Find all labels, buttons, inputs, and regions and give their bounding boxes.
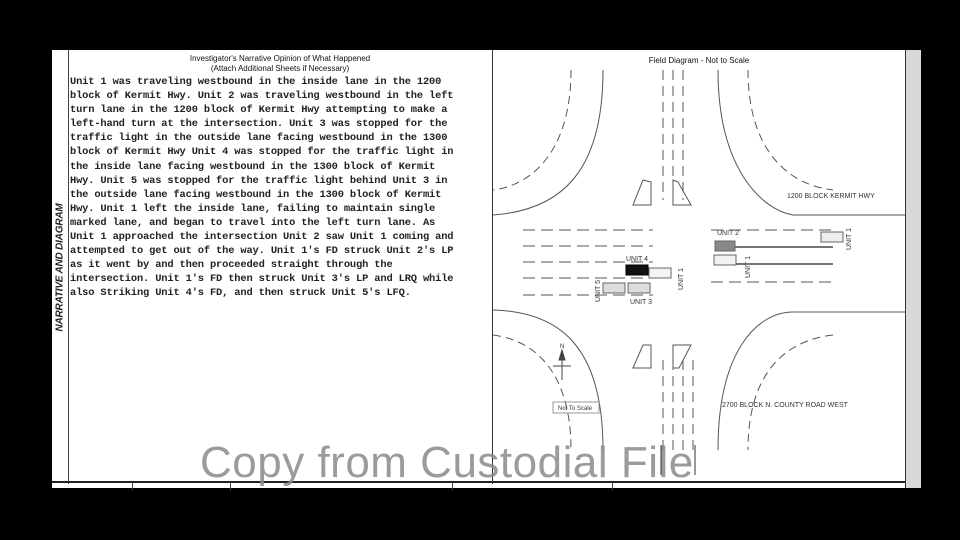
diagram-panel <box>493 50 905 484</box>
unit-5-label: UNIT 5 <box>595 279 602 302</box>
narrative-line: as it went by and then proceeded straight through the <box>70 259 393 272</box>
narrative-line: block of Kermit Hwy. Unit 2 was traveling westbound in the left <box>70 90 454 103</box>
narrative-line: Unit 1 approached the intersection Unit 2 saw Unit 1 coming and <box>70 231 454 244</box>
narrative-line: Hwy. Unit 5 was stopped for the traffic light behind Unit 3 in <box>70 174 448 187</box>
road-edges <box>493 70 905 450</box>
narrative-line: turn lane in the 1200 block of Kermit Hwy attempting to make a <box>70 104 448 117</box>
road-label-east: 1200 BLOCK KERMIT HWY <box>787 193 875 200</box>
narrative-line: block of Kermit Hwy Unit 4 was stopped for the traffic light in <box>70 146 454 159</box>
unit-1-vehicle <box>821 232 843 242</box>
unit-1-label-c: UNIT 1 <box>678 267 685 290</box>
unit-1-vehicle-2 <box>714 255 736 265</box>
narrative-line: Hwy. Unit 1 left the inside lane, failing to maintain single <box>70 202 436 215</box>
narrative-line: Unit 1 was traveling westbound in the inside lane in the 1200 <box>70 76 442 88</box>
unit-1-label-b: UNIT 1 <box>745 255 752 278</box>
unit-2-vehicle <box>715 241 735 251</box>
unit-1-vehicle-3 <box>649 268 671 278</box>
narrative-line: left-hand turn at the intersection. Unit 3 was stopped for the <box>70 118 448 131</box>
not-to-scale-label: Not To Scale <box>558 406 592 412</box>
page-edge <box>905 50 921 488</box>
diagram-title: Field Diagram - Not to Scale <box>648 56 750 65</box>
unit-2-label: UNIT 2 <box>717 230 740 237</box>
road-label-south: 2700 BLOCK N. COUNTY ROAD WEST <box>722 402 848 409</box>
section-label: NARRATIVE AND DIAGRAM <box>54 203 66 332</box>
unit-3-vehicle <box>628 283 650 293</box>
unit-4-label: UNIT 4 <box>626 256 649 263</box>
narrative-line: attempted to get out of the way. Unit 1's FD struck Unit 2's LP <box>70 245 454 258</box>
crash-report-page <box>52 50 920 488</box>
side-strip <box>52 50 69 484</box>
narrative-line: the inside lane facing westbound in the 1300 block of Kermit <box>70 160 436 173</box>
watermark: Copy from Custodial File <box>200 438 694 487</box>
unit-4-vehicle <box>626 265 648 275</box>
north-arrow-icon <box>553 350 571 380</box>
narrative-title: Investigator's Narrative Opinion of What Happened <box>189 54 371 63</box>
narrative-header <box>68 54 492 74</box>
unit-5-vehicle <box>603 283 625 293</box>
narrative-line: marked lane, and began to travel into the left turn lane. As <box>70 216 436 229</box>
narrative-line: intersection. Unit 1's FD then struck Unit 3's LP and LRQ while <box>70 273 454 286</box>
field-diagram <box>493 50 905 484</box>
narrative-line: also Striking Unit 4's FD, and then struck Unit 5's LFQ. <box>70 287 411 300</box>
unit-3-label: UNIT 3 <box>630 299 653 306</box>
narrative-panel <box>68 50 493 484</box>
unit-1-label-a: UNIT 1 <box>846 227 853 250</box>
narrative-subtitle: (Attach Additional Sheets if Necessary) <box>210 64 350 73</box>
narrative-line: traffic light in the outside lane facing westbound in the 1300 <box>70 132 448 145</box>
narrative-line: the outside lane facing westbound in the 1300 block of Kermit <box>70 188 442 201</box>
narrative-text <box>70 75 492 301</box>
north-label: N <box>560 344 565 350</box>
